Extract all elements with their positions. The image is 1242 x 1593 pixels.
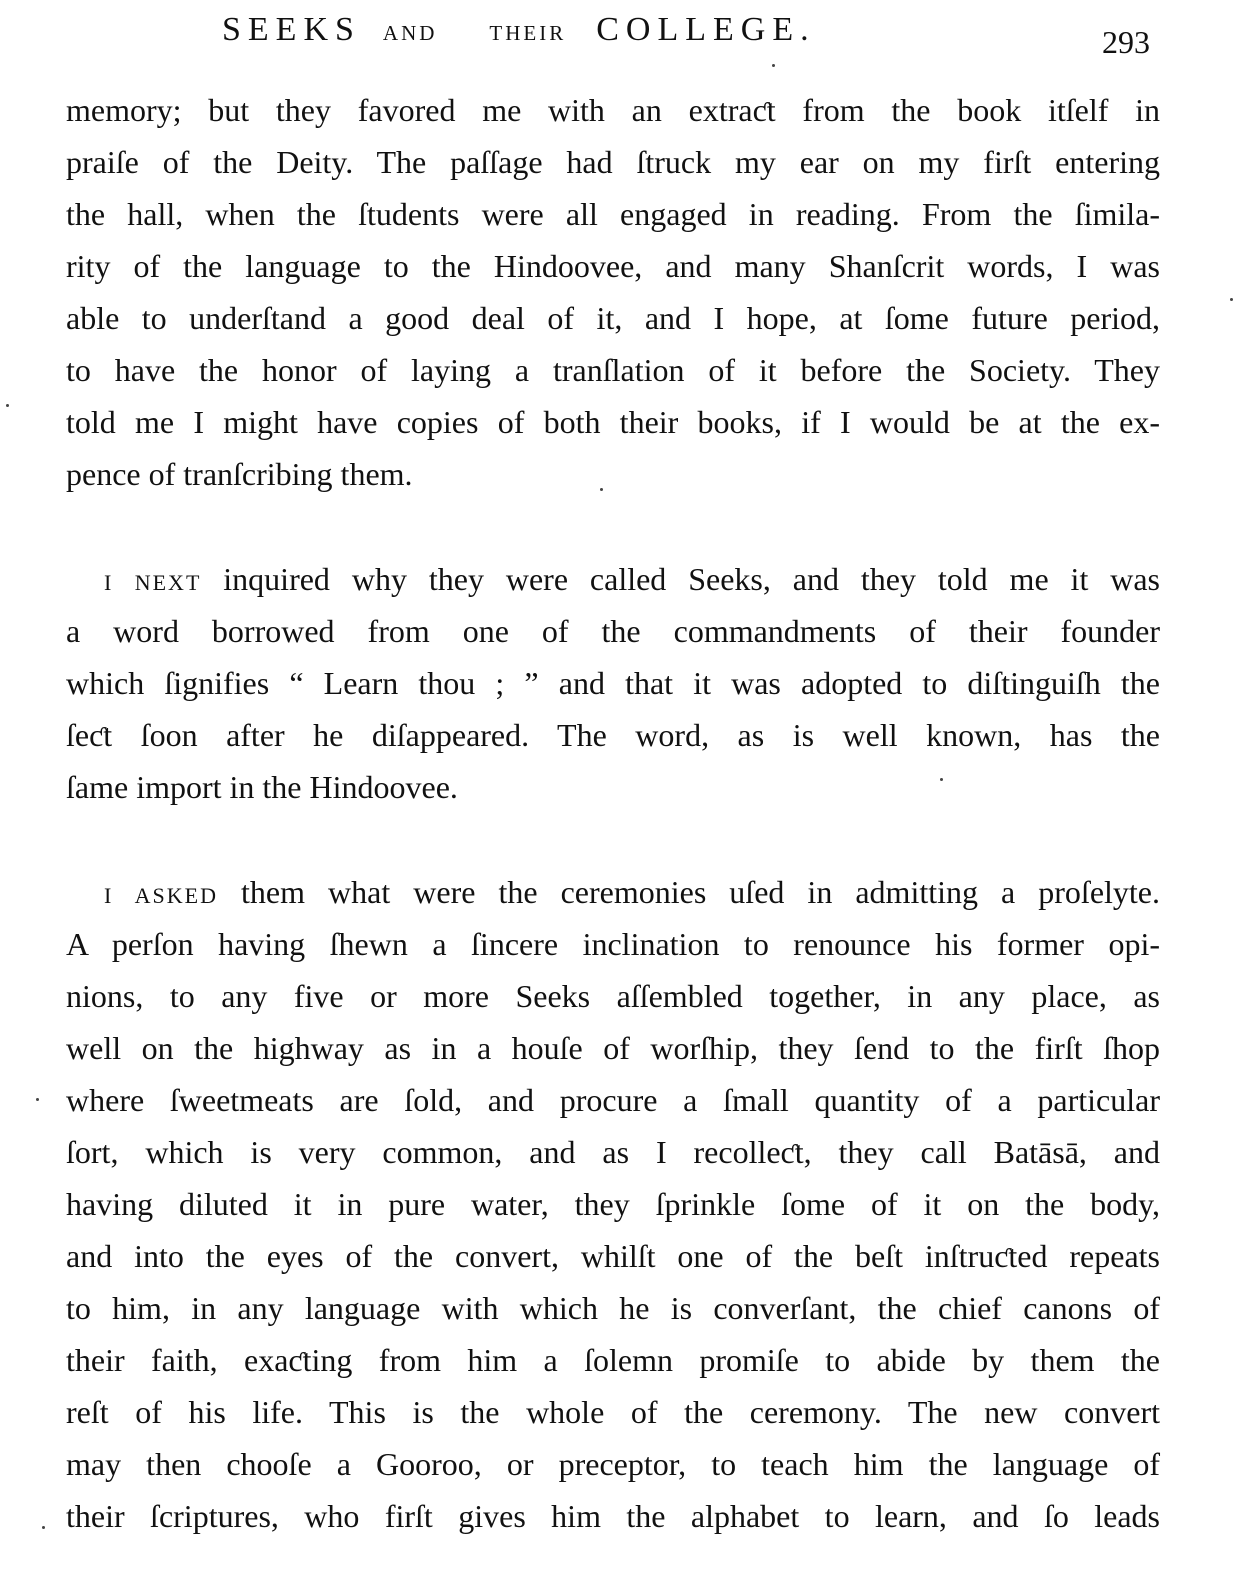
text-line: may then chooſe a Gooroo, or preceptor, to teach him the language of [66,1446,1160,1482]
page-number: 293 [1102,24,1150,60]
text-line: to have the honor of laying a tranſlation of it before the Society. They [66,352,1160,388]
lead-line-rest: them what were the ceremonies uſed in admitting a proſelyte. [217,874,1161,910]
title-word-seeks: SEEKS [222,11,361,48]
text-line: able to underſtand a good deal of it, and I hope, at ſome future period, [66,300,1160,336]
small-caps-lead: I NEXT [104,570,202,595]
text-line: to him, in any language with which he is converſant, the chief canons of [66,1290,1160,1326]
text-line: pence of tranſcribing them. [66,456,413,492]
text-line: memory; but they favored me with an extraƈt from the book itſelf in [66,92,1160,128]
text-line: their faith, exaƈting from him a ſolemn promiſe to abide by them the [66,1342,1160,1378]
title-word-and: AND [382,21,438,45]
text-line-lead [66,866,1160,918]
body-text [66,84,1160,1542]
text-line: which ſignifies “ Learn thou ; ” and that it was adopted to diſtinguiſh the [66,665,1160,701]
running-head [0,8,1242,58]
scan-speck [6,404,9,407]
running-title [222,8,816,55]
scan-speck [36,1098,39,1101]
text-line: and into the eyes of the convert, whilſt one of the beſt inſtruƈted repeats [66,1238,1160,1274]
scan-speck [940,778,943,781]
text-line: nions, to any five or more Seeks aſſembled together, in any place, as [66,978,1160,1014]
title-word-their: THEIR [489,21,567,45]
text-line: where ſweetmeats are ſold, and procure a ſmall quantity of a particular [66,1082,1160,1118]
text-line: ſeƈt ſoon after he diſappeared. The word, as is well known, has the [66,717,1160,753]
paragraph-3 [66,866,1160,1542]
title-word-college: COLLEGE. [596,11,816,48]
text-line: ſame import in the Hindoovee. [66,769,458,805]
scan-speck [600,488,603,491]
text-line-lead [66,553,1160,605]
text-line: the hall, when the ſtudents were all engaged in reading. From the ſimila- [66,196,1160,232]
scan-speck [1230,298,1233,301]
lead-line-rest: inquired why they were called Seeks, and they told me it was [201,561,1161,597]
text-line: rity of the language to the Hindoovee, and many Shanſcrit words, I was [66,248,1160,284]
text-line: their ſcriptures, who firſt gives him the alphabet to learn, and ſo leads [66,1498,1160,1534]
text-line: a word borrowed from one of the commandments of their founder [66,613,1160,649]
text-line: reſt of his life. This is the whole of the ceremony. The new convert [66,1394,1160,1430]
scan-speck [42,1526,45,1529]
text-line: praiſe of the Deity. The paſſage had ſtruck my ear on my firſt entering [66,144,1160,180]
text-line: A perſon having ſhewn a ſincere inclination to renounce his former opi- [66,926,1160,962]
paragraph-1 [66,84,1160,500]
text-line: having diluted it in pure water, they ſprinkle ſome of it on the body, [66,1186,1160,1222]
paragraph-2 [66,553,1160,813]
text-line: well on the highway as in a houſe of worſhip, they ſend to the firſt ſhop [66,1030,1160,1066]
small-caps-lead: I ASKED [104,883,218,908]
scan-speck [772,64,775,67]
text-line: told me I might have copies of both their books, if I would be at the ex- [66,404,1160,440]
text-line: ſort, which is very common, and as I recolleƈt, they call Batāsā, and [66,1134,1160,1170]
